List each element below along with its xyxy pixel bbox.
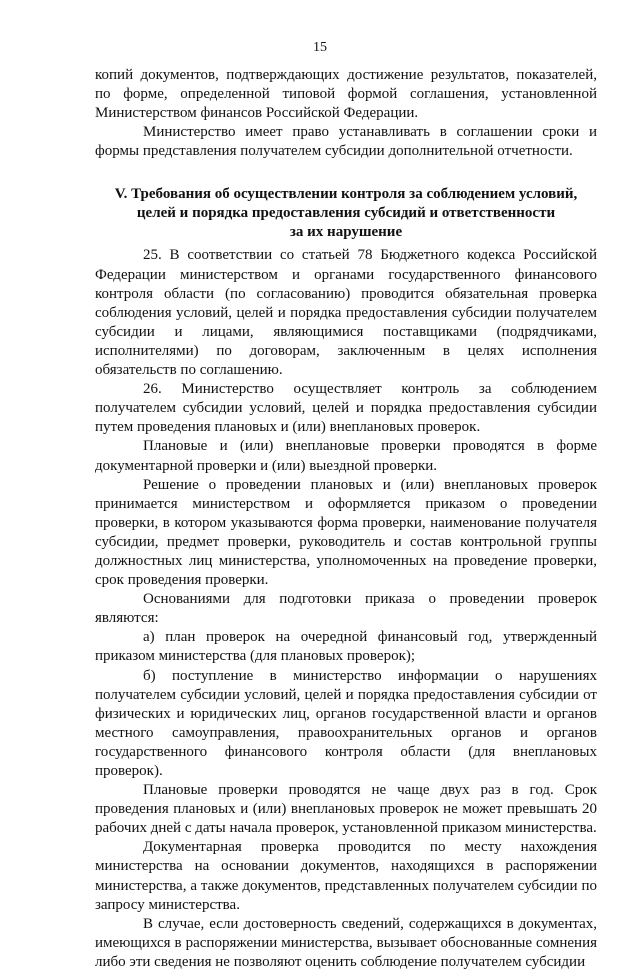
paragraph: В случае, если достоверность сведений, содержащихся в документах, имеющихся в распоряжении министерства, вызывает обоснованные сомнения либо эти сведения не позволяют оценить соблюдение получателем субсидии (95, 915, 597, 970)
list-item-a: а) план проверок на очередной финансовый год, утвержденный приказом министерства (для плановых проверок); (95, 629, 597, 665)
intro-paragraph: Министерство имеет право устанавливать в соглашении сроки и формы представления получателем субсидии дополнительной отчетности. (95, 124, 597, 160)
list-item-b: б) поступление в министерство информации о нарушениях получателем субсидии условий, целей и порядка предоставления субсидии от физических и юридических лиц, органов государственной власти и органов местного самоуправления, правоохранительных органов и органов государственного финансового контроля области (для внеплановых проверок). (95, 667, 597, 779)
intro-paragraph-continued: копий документов, подтверждающих достижение результатов, показателей, по форме, определенной типовой формой соглашения, установленной Министерством финансов Российской Федерации. (95, 67, 597, 122)
paragraph: Плановые и (или) внеплановые проверки проводятся в форме документарной проверки и (или) выездной проверки. (95, 438, 597, 474)
section-heading (95, 185, 597, 242)
section-heading-line: целей и порядка предоставления субсидий и ответственности (136, 205, 556, 222)
paragraph: Решение о проведении плановых и (или) внеплановых проверок принимается министерством и оформляется приказом о проведении проверки, в котором указываются форма проверки, наименование получателя субсидии, предмет проверки, руководитель и состав контрольной группы должностных лиц министерства, уполномоченных на проведение проверки, срок проведения проверки. (95, 476, 597, 589)
section-heading-line: за их нарушение (289, 224, 403, 241)
section-heading-line: V. Требования об осуществлении контроля за соблюдением условий, (114, 186, 578, 203)
paragraph-25: 25. В соответствии со статьей 78 Бюджетного кодекса Российской Федерации министерством и органами государственного финансового контроля области (по согласованию) проводится обязательная проверка соблюдения условий, целей и порядка предоставления субсидии получателем субсидии и лицами, являющимися поставщиками (подрядчиками, исполнителями) по договорам, заключенным в целях исполнения обязательств по соглашению. (95, 247, 597, 379)
paragraph: Документарная проверка проводится по месту нахождения министерства на основании документов, находящихся в распоряжении министерства, а также документов, представленных получателем субсидии по запросу министерства. (95, 839, 597, 913)
paragraph-26: 26. Министерство осуществляет контроль за соблюдением получателем субсидии условий, целей и порядка предоставления субсидии путем проведения плановых и (или) внеплановых проверок. (95, 381, 597, 436)
document-body (95, 66, 597, 972)
paragraph: Основаниями для подготовки приказа о проведении проверок являются: (95, 591, 597, 627)
page-number: 15 (313, 40, 327, 55)
paragraph: Плановые проверки проводятся не чаще двух раз в год. Срок проведения плановых и (или) внеплановых проверок не может превышать 20 рабочих дней с даты начала проверок, установленной приказом министерства. (95, 782, 597, 837)
